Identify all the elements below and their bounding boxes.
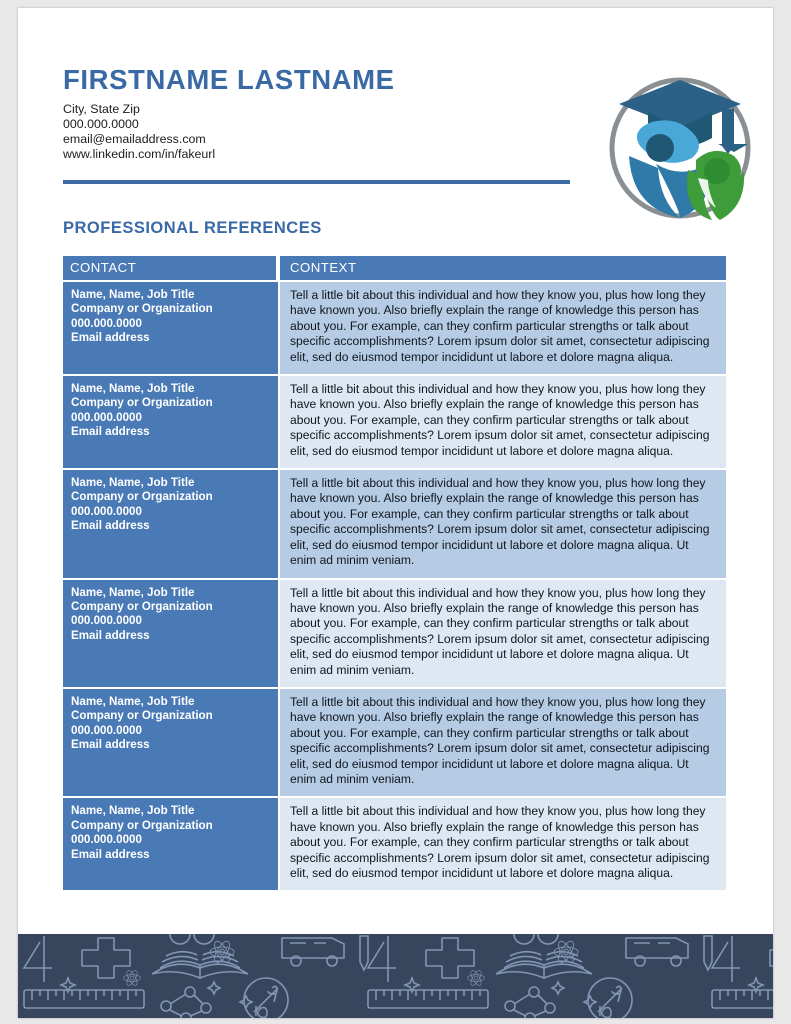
contact-city-state: City, State Zip xyxy=(63,101,140,116)
column-header-contact: CONTACT xyxy=(63,256,278,280)
reference-email: Email address xyxy=(71,847,150,861)
contact-email: email@emailaddress.com xyxy=(63,132,206,147)
reference-context-text: Tell a little bit about this individual and how they know you, plus how long they have known you. Also briefly explain the range of knowledge this person has about you. For example, can they confirm particular strengths or talk about specific accomplishments? Lorem ipsum dolor sit amet, consectetur adipiscing elit, sed do eiusmod tempor incididunt ut labore et dolore magna aliqua. xyxy=(290,288,710,364)
section-title-professional-references: PROFESSIONAL REFERENCES xyxy=(63,219,322,237)
reference-context-cell xyxy=(278,468,726,577)
reference-contact-cell xyxy=(63,280,278,374)
reference-context-cell xyxy=(278,374,726,468)
reference-contact-cell xyxy=(63,374,278,468)
reference-organization: Company or Organization xyxy=(71,818,213,832)
table-row xyxy=(63,374,726,468)
reference-context-text: Tell a little bit about this individual and how they know you, plus how long they have known you. Also briefly explain the range of knowledge this person has about you. For example, can they confirm particular strengths or talk about specific accomplishments? Lorem ipsum dolor sit amet, consectetur adipiscing elit, sed do eiusmod tempor incididunt ut labore et dolore magna aliqua. Ut enim ad minim veniam. xyxy=(290,694,710,786)
reference-contact-cell xyxy=(63,687,278,796)
page-title: FIRSTNAME LASTNAME xyxy=(63,64,395,95)
reference-phone: 000.000.0000 xyxy=(71,410,142,424)
reference-email: Email address xyxy=(71,425,150,439)
reference-context-cell xyxy=(278,796,726,890)
reference-name-title: Name, Name, Job Title xyxy=(71,476,195,490)
reference-organization: Company or Organization xyxy=(71,302,213,316)
reference-organization: Company or Organization xyxy=(71,490,213,504)
contact-phone: 000.000.0000 xyxy=(63,117,139,132)
reference-name-title: Name, Name, Job Title xyxy=(71,694,195,708)
reference-phone: 000.000.0000 xyxy=(71,614,142,628)
reference-context-cell xyxy=(278,687,726,796)
table-row xyxy=(63,578,726,687)
education-pattern-band xyxy=(18,934,773,1018)
reference-phone: 000.000.0000 xyxy=(71,316,142,330)
reference-phone: 000.000.0000 xyxy=(71,504,142,518)
reference-context-text: Tell a little bit about this individual and how they know you, plus how long they have known you. Also briefly explain the range of knowledge this person has about you. For example, can they confirm particular strengths or talk about specific accomplishments? Lorem ipsum dolor sit amet, consectetur adipiscing elit, sed do eiusmod tempor incididunt ut labore et dolore magna aliqua. xyxy=(290,382,710,458)
contact-linkedin-url: www.linkedin.com/in/fakeurl xyxy=(63,147,216,162)
reference-context-cell xyxy=(278,578,726,687)
reference-contact-cell xyxy=(63,796,278,890)
reference-organization: Company or Organization xyxy=(71,599,213,613)
reference-name-title: Name, Name, Job Title xyxy=(71,585,195,599)
table-row xyxy=(63,687,726,796)
reference-organization: Company or Organization xyxy=(71,396,213,410)
header-divider xyxy=(63,180,570,184)
reference-contact-cell xyxy=(63,468,278,577)
graduation-cap-people-logo-icon xyxy=(596,60,764,228)
table-row xyxy=(63,796,726,890)
reference-context-text: Tell a little bit about this individual and how they know you, plus how long they have known you. Also briefly explain the range of knowledge this person has about you. For example, can they confirm particular strengths or talk about specific accomplishments? Lorem ipsum dolor sit amet, consectetur adipiscing elit, sed do eiusmod tempor incididunt ut labore et dolore magna aliqua. Ut enim ad minim veniam. xyxy=(290,585,710,677)
reference-contact-cell xyxy=(63,578,278,687)
reference-context-cell xyxy=(278,280,726,374)
reference-phone: 000.000.0000 xyxy=(71,833,142,847)
column-header-context: CONTEXT xyxy=(278,256,726,280)
reference-email: Email address xyxy=(71,519,150,533)
table-row xyxy=(63,468,726,577)
reference-email: Email address xyxy=(71,331,150,345)
reference-name-title: Name, Name, Job Title xyxy=(71,804,195,818)
table-header-row xyxy=(63,256,726,280)
reference-name-title: Name, Name, Job Title xyxy=(71,288,195,301)
reference-email: Email address xyxy=(71,738,150,752)
reference-context-text: Tell a little bit about this individual and how they know you, plus how long they have known you. Also briefly explain the range of knowledge this person has about you. For example, can they confirm particular strengths or talk about specific accomplishments? Lorem ipsum dolor sit amet, consectetur adipiscing elit, sed do eiusmod tempor incididunt ut labore et dolore magna aliqua. xyxy=(290,804,710,880)
references-table xyxy=(63,256,726,890)
reference-name-title: Name, Name, Job Title xyxy=(71,382,195,396)
reference-context-text: Tell a little bit about this individual and how they know you, plus how long they have known you. Also briefly explain the range of knowledge this person has about you. For example, can they confirm particular strengths or talk about specific accomplishments? Lorem ipsum dolor sit amet, consectetur adipiscing elit, sed do eiusmod tempor incididunt ut labore et dolore magna aliqua. Ut enim ad minim veniam. xyxy=(290,476,710,568)
table-row xyxy=(63,280,726,374)
reference-email: Email address xyxy=(71,628,150,642)
reference-organization: Company or Organization xyxy=(71,709,213,723)
reference-phone: 000.000.0000 xyxy=(71,723,142,737)
resume-page xyxy=(18,8,773,1018)
